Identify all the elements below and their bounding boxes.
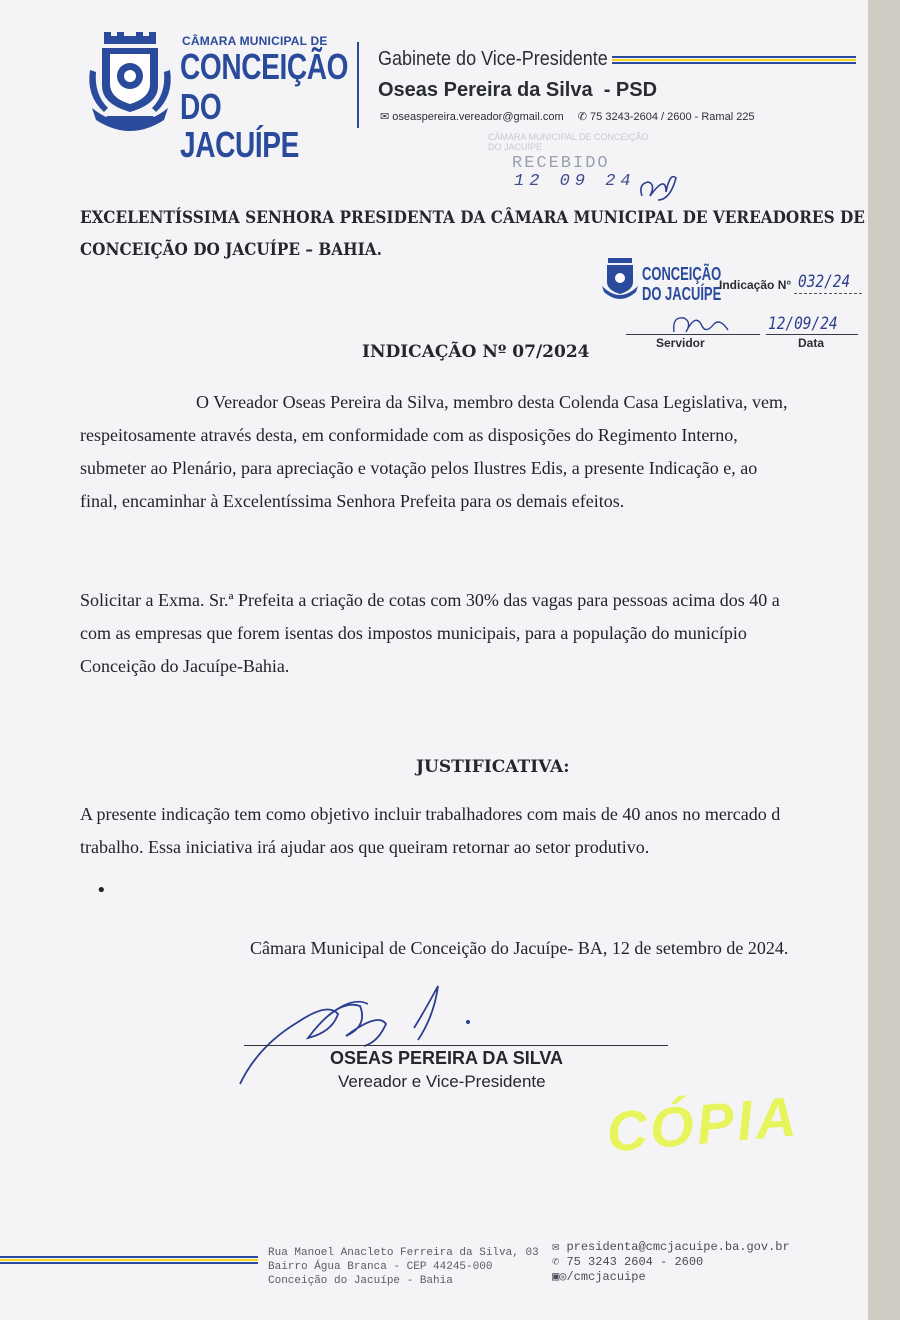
footer-address-line: Conceição do Jacuípe - Bahia bbox=[268, 1275, 453, 1287]
contact-email: oseaspereira.vereador@gmail.com bbox=[392, 111, 564, 123]
footer-address-line: Rua Manoel Anacleto Ferreira da Silva, 03 bbox=[268, 1247, 539, 1259]
data-line bbox=[766, 334, 858, 335]
phone-icon: ✆ bbox=[577, 111, 587, 123]
intro-line: O Vereador Oseas Pereira da Silva, membro desta Colenda Casa Legislativa, vem, bbox=[196, 392, 788, 412]
stamp-emblem-icon bbox=[600, 256, 640, 302]
signer-role: Vereador e Vice-Presidente bbox=[338, 1072, 546, 1091]
signature-line bbox=[244, 1045, 668, 1046]
received-initials-icon bbox=[636, 170, 680, 204]
justification-line: trabalho. Essa iniciativa irá ajudar aos que queiram retornar ao setor produtivo. bbox=[80, 837, 650, 857]
intro-line: respeitosamente através desta, em conformidade com as disposições do Regimento Interno, bbox=[80, 425, 738, 445]
servidor-line bbox=[626, 334, 760, 335]
stamp-date: 12/09/24 bbox=[768, 314, 838, 334]
justification-line: A presente indicação tem como objetivo incluir trabalhadores com mais de 40 anos no mercado d bbox=[80, 804, 781, 824]
stamp-indicacao-number: 032/24 bbox=[798, 272, 851, 292]
background-surface bbox=[868, 0, 900, 1320]
request-line: com as empresas que forem isentas dos impostos municipais, para a população do município bbox=[80, 623, 747, 643]
footer-social-icon: ▣◎ bbox=[552, 1270, 567, 1284]
footer-mail-icon: ✉ bbox=[552, 1240, 567, 1254]
footer-address-line: Bairro Água Branca - CEP 44245-000 bbox=[268, 1261, 493, 1273]
footer-address bbox=[268, 1246, 539, 1288]
justification-title: JUSTIFICATIVA: bbox=[416, 757, 570, 777]
logo-top-label: CÂMARA MUNICIPAL DE bbox=[182, 34, 328, 48]
data-label: Data bbox=[798, 336, 825, 350]
footer-stripes bbox=[0, 1256, 258, 1265]
intro-line: submeter ao Plenário, para apreciação e votação pelos Ilustres Edis, a presente Indicação e, ao bbox=[80, 458, 758, 478]
logo-line-2: DO JACUÍPE bbox=[180, 86, 299, 165]
contact-line bbox=[380, 110, 755, 123]
intro-line: final, encaminhar à Excelentíssima Senhora Prefeita para os demais efeitos. bbox=[80, 491, 625, 511]
office-title: Gabinete do Vice-Presidente bbox=[378, 48, 608, 70]
logo-line-1: CONCEIÇÃO bbox=[180, 46, 349, 87]
contact-phone: 75 3243-2604 / 2600 - Ramal 225 bbox=[590, 111, 755, 123]
request-paragraph bbox=[80, 584, 868, 683]
footer-contacts bbox=[552, 1240, 790, 1285]
request-line: Conceição do Jacuípe-Bahia. bbox=[80, 656, 290, 676]
header-stripes bbox=[612, 56, 856, 65]
footer-social: /cmcjacuipe bbox=[566, 1270, 646, 1284]
stamp-logo-line-1: CONCEIÇÃO bbox=[642, 264, 722, 284]
city-emblem-icon bbox=[84, 30, 176, 132]
stamp-indicacao-label: Indicação N° bbox=[719, 278, 792, 292]
place-date: Câmara Municipal de Conceição do Jacuípe- BA, 12 de setembro de 2024. bbox=[250, 938, 789, 958]
footer-phone-icon: ✆ bbox=[552, 1255, 567, 1269]
copy-highlighter-mark: CÓPIA bbox=[604, 1084, 802, 1164]
councilor-name: Oseas Pereira da Silva - PSD bbox=[378, 79, 658, 101]
addressee-line-2: CONCEIÇÃO DO JACUÍPE – BAHIA. bbox=[80, 240, 382, 260]
footer-email: presidenta@cmcjacuipe.ba.gov.br bbox=[566, 1240, 790, 1254]
intro-paragraph bbox=[80, 386, 868, 518]
addressee-line-1: EXCELENTÍSSIMA SENHORA PRESIDENTA DA CÂMARA MUNICIPAL DE VEREADORES DE bbox=[80, 208, 865, 228]
received-stamp-date: 12 09 24 bbox=[514, 172, 636, 191]
mail-icon: ✉ bbox=[380, 111, 390, 123]
servidor-label: Servidor bbox=[656, 336, 705, 350]
stamp-logo-line-2: DO JACUÍPE bbox=[642, 284, 722, 304]
stamp-indicacao-underline bbox=[794, 293, 862, 295]
received-stamp-faded-text: CÂMARA MUNICIPAL DE CONCEIÇÃO DO JACUÍPE bbox=[488, 132, 649, 152]
footer-phone: 75 3243 2604 - 2600 bbox=[566, 1255, 704, 1269]
signer-name: OSEAS PEREIRA DA SILVA bbox=[330, 1048, 564, 1068]
received-stamp-label: RECEBIDO bbox=[512, 154, 610, 173]
header-logo bbox=[84, 30, 349, 165]
bullet-mark: • bbox=[96, 880, 107, 901]
header-divider bbox=[357, 42, 359, 128]
justification-paragraph bbox=[80, 798, 868, 864]
document-title: INDICAÇÃO Nº 07/2024 bbox=[362, 342, 590, 362]
request-line: Solicitar a Exma. Sr.ª Prefeita a criação de cotas com 30% das vagas para pessoas acima dos 40 a bbox=[80, 590, 780, 610]
